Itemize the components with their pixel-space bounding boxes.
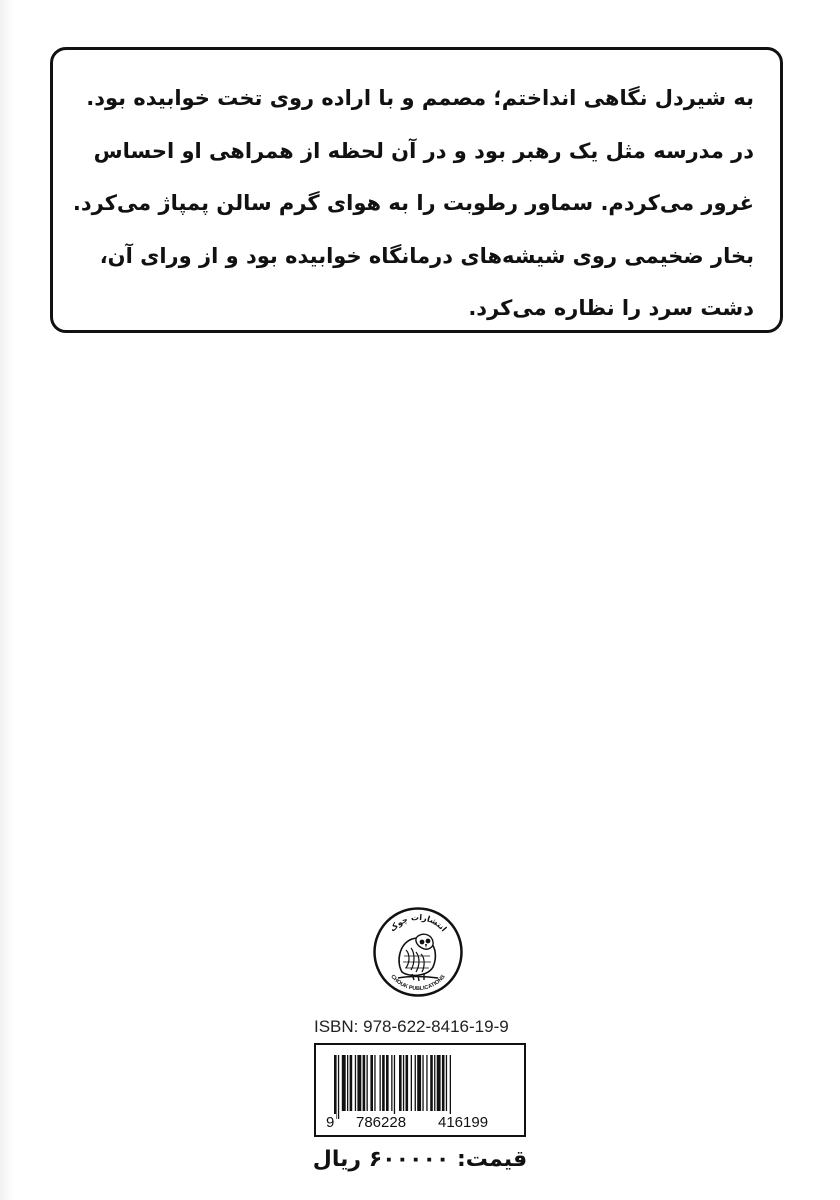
blurb-box	[50, 47, 783, 333]
barcode-bar	[399, 1055, 402, 1111]
blurb-line-2: در مدرسه مثل یک رهبر بود و در آن لحظه از همراهی او احساس	[93, 138, 754, 163]
barcode-bars	[330, 1055, 512, 1121]
isbn-label: ISBN: 978-622-8416-19-9	[314, 1017, 509, 1036]
barcode-bar	[411, 1055, 412, 1111]
barcode-bar	[430, 1055, 433, 1111]
blurb-line-5: دشت سرد را نظاره می‌کرد.	[468, 296, 754, 320]
barcode-bar	[357, 1055, 361, 1111]
barcode-bar	[446, 1055, 447, 1111]
barcode-bar	[382, 1055, 385, 1111]
barcode	[314, 1043, 526, 1137]
barcode-bar	[406, 1055, 409, 1111]
barcode-bar	[355, 1055, 356, 1111]
barcode-bar	[394, 1055, 395, 1119]
barcode-bar	[363, 1055, 366, 1111]
barcode-bar	[415, 1055, 416, 1111]
barcode-digits-middle: 786228	[356, 1114, 407, 1131]
barcode-bar	[434, 1055, 435, 1111]
barcode-bar	[380, 1055, 381, 1111]
barcode-bar	[338, 1055, 339, 1119]
publisher-name-fa: انتشارات چوک	[387, 912, 449, 934]
barcode-bar	[391, 1055, 392, 1111]
blurb-line-1: به شیردل نگاهی انداختم؛ مصمم و با اراده روی تخت خوابیده بود.	[86, 86, 754, 110]
barcode-bar	[442, 1055, 445, 1111]
publisher-name-en: CHOUK PUBLICATIONS	[389, 973, 447, 993]
barcode-bar	[374, 1055, 375, 1111]
barcode-bar	[386, 1055, 389, 1111]
barcode-bar	[370, 1055, 373, 1111]
barcode-bar	[437, 1055, 441, 1111]
price-label: قیمت: ۶۰۰۰۰۰ ریال	[312, 1147, 528, 1172]
barcode-bar	[422, 1055, 423, 1111]
publisher-logo	[372, 906, 464, 998]
blurb-line-4: بخار ضخیمی روی شیشه‌های درمانگاه خوابیده بود و از ورای آن،	[99, 243, 754, 268]
barcode-bar	[334, 1055, 337, 1119]
page-edge	[0, 0, 14, 1200]
barcode-bar	[347, 1055, 348, 1111]
barcode-bar	[342, 1055, 346, 1111]
barcode-digits-last: 416199	[438, 1114, 489, 1131]
barcode-bar	[426, 1055, 427, 1111]
barcode-bar	[367, 1055, 368, 1111]
barcode-bar	[417, 1055, 421, 1111]
barcode-digit-first: 9	[326, 1114, 335, 1131]
barcode-bar	[450, 1055, 451, 1119]
blurb-text	[72, 72, 754, 335]
barcode-bar	[350, 1055, 353, 1111]
blurb-line-3: غرور می‌کردم. سماور رطوبت را به هوای گرم سالن پمپاژ می‌کرد.	[72, 191, 754, 215]
barcode-bar	[403, 1055, 404, 1111]
